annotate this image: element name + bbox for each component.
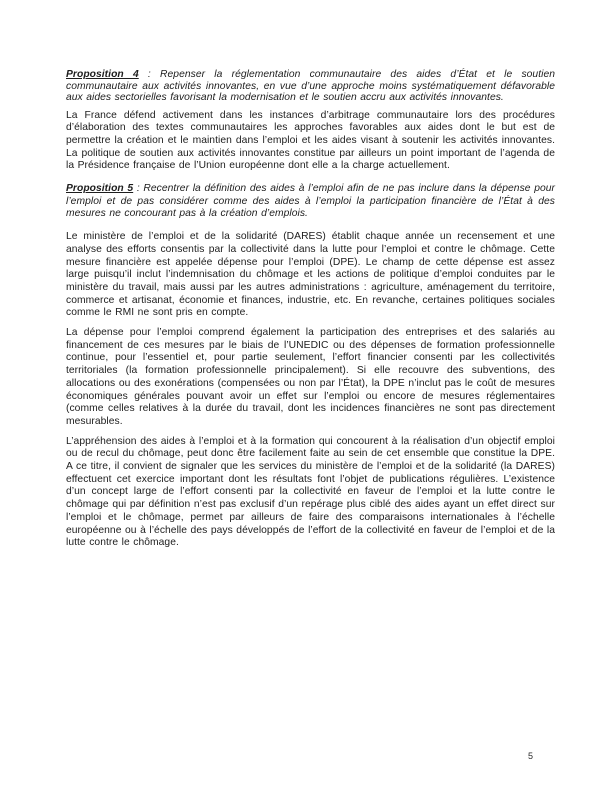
paragraph-france-defend: La France défend activement dans les instances d’arbitrage communautaire lors des procédures d’élaboration des textes communautaires les approches favorables aux aides dont le but est de permettre la création et le maintien dans l’emploi et les aides visant à soutenir les activités innovantes. La politique de soutien aux activités innovantes constitue par ailleurs un point important de l’agenda de la Présidence française de l’Union européenne dont elle a la charge actuellement. (66, 109, 555, 172)
paragraph-proposition-5 (66, 183, 555, 221)
proposition-5-text: Recentrer la définition des aides à l’emploi afin de ne pas inclure dans la dépense pour l’emploi et de pas considérer comme des aides à l’emploi la participation financière de l’État à des mesures ne concourant pas à la création d’emplois. (66, 183, 555, 220)
proposition-4-separator: : (138, 69, 161, 80)
proposition-4-label: Proposition 4 (66, 69, 139, 80)
paragraph-proposition-4 (66, 69, 555, 104)
page-number: 5 (528, 751, 534, 761)
paragraph-ministere-dares: Le ministère de l’emploi et de la solidarité (DARES) établit chaque année un recensement et une analyse des efforts consentis par la collectivité dans la lutte pour l’emploi et contre le chômage. Cette mesure financière est appelée dépense pour l’emploi (DPE). Le champ de cette dépense est assez large puisqu’il inclut l’indemnisation du chômage et les actions de politique d’emploi conduites par le ministère du travail, mais aussi par les autres administrations : agriculture, aménagement du territoire, commerce et artisanat, économie et finances, industrie, etc. En revanche, certaines politiques sociales comme le RMI ne sont pris en compte. (66, 231, 555, 319)
proposition-5-label: Proposition 5 (66, 183, 134, 195)
proposition-5-separator: : (133, 183, 144, 195)
document-text-block (66, 69, 555, 557)
paragraph-depense-emploi: La dépense pour l’emploi comprend également la participation des entreprises et des salariés au financement de ces mesures par le biais de l’UNEDIC ou des dépenses de formation professionnelle continue, pour l’essentiel et, pour partie seulement, l’effort financier consenti par les collectivités territoriales (la formation professionnelle principalement). Si elle recouvre des subventions, des allocations ou des exonérations (compensées ou non par l’État), la DPE n’inclut pas le coût de mesures économiques générales pouvant avoir un effet sur l’emploi ou encore de mesures réglementaires (comme celles relatives à la durée du travail, dont les incidences financières ne sont pas directement mesurables. (66, 327, 555, 427)
proposition-4-text: Repenser la réglementation communautaire des aides d’État et le soutien communautaire aux activités innovantes, en vue d’une approche moins systématiquement défavorable aux aides sectorielles favorisant la modernisation et le soutien accru aux activités innovantes. (66, 69, 556, 103)
paragraph-apprehension-aides: L’appréhension des aides à l’emploi et à la formation qui concourent à la réalisation d’un objectif emploi ou de recul du chômage, peut donc être facilement faite au sein de cet ensemble que constitue la DPE. A ce titre, il convient de signaler que les services du ministère de l’emploi et de la solidarité (la DARES) effectuent cet exercice important dont les résultats font l’objet de publications régulières. L’existence d’un concept large de l’effort consenti par la collectivité en faveur de l’emploi et la lutte contre le chômage qui par définition n’est pas exclusif d’un repérage plus ciblé des aides ayant un effet direct sur l’emploi et le chômage, permet par ailleurs de faire des comparaisons internationales à l’échelle européenne ou à l’échelle des pays développés de l’effort de la collectivité en faveur de l’emploi et de la lutte contre le chômage. (66, 435, 555, 549)
